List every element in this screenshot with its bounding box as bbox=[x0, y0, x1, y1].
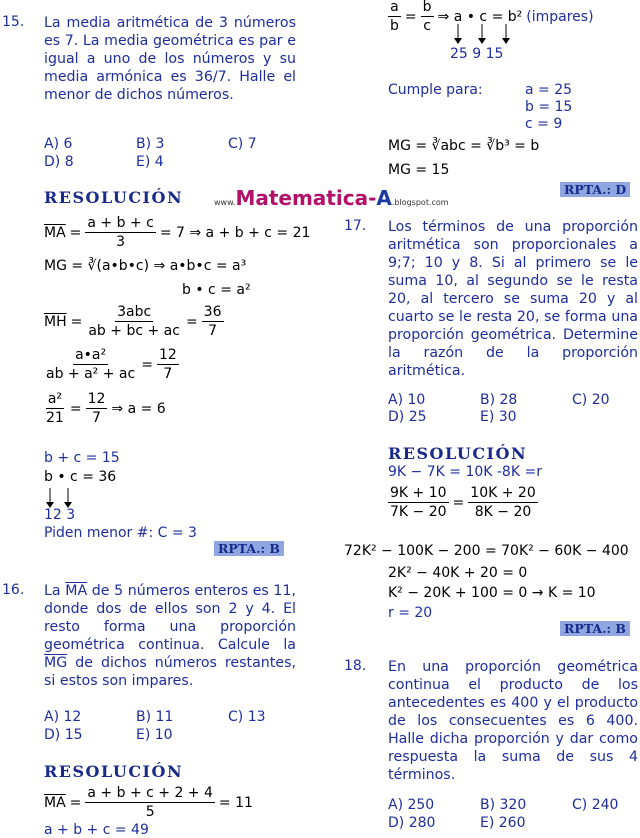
p15-option-d: D) 8 bbox=[44, 154, 74, 170]
problem-15-number: 15. bbox=[2, 14, 25, 30]
p17-option-c: C) 20 bbox=[572, 392, 610, 408]
mh-equals: = bbox=[185, 313, 198, 330]
p17-option-a: A) 10 bbox=[388, 392, 426, 408]
p17-option-b: B) 28 bbox=[480, 392, 518, 408]
ma-denominator: 3 bbox=[116, 234, 126, 250]
problem-17-text: Los términos de una proporción aritmética son proporcionales a 9;7; 10 y 8. Si al primero se le suma 10, al segundo se le resta 20, al tercero se suma 20 y al cuarto se le resta 20, se forma una proporción geométrica. Determine la razón de la proporción aritmética. bbox=[388, 219, 638, 379]
ma-symbol: $\overline{MA}$ bbox=[44, 224, 66, 241]
p17-option-d: D) 25 bbox=[388, 409, 427, 425]
p15-resolucion-title: RESOLUCIÓN bbox=[44, 188, 184, 207]
p15-answer-badge: RPTA.: B bbox=[214, 541, 284, 556]
step2-denominator: ab + a² + ac bbox=[46, 366, 136, 382]
rt-impares: (impares) bbox=[526, 8, 594, 25]
rt-f2-num: b bbox=[422, 0, 432, 15]
ma-numerator: a + b + c bbox=[87, 215, 154, 231]
p18-option-a: A) 250 bbox=[388, 797, 435, 813]
mh-numerator: 3abc bbox=[117, 304, 152, 320]
p15-piden: Piden menor #: C = 3 bbox=[44, 525, 197, 541]
mh-right-numerator: 36 bbox=[203, 304, 222, 320]
p15-mg-equation: MG = ∛(a•b•c) ⇒ a•b•c = a³ bbox=[44, 258, 247, 274]
p17-equation-1: 72K² − 100K − 200 = 70K² − 60K − 400 bbox=[344, 543, 629, 559]
p16-resolucion-title: RESOLUCIÓN bbox=[44, 762, 184, 781]
site-logo bbox=[214, 186, 449, 210]
p16-option-b: B) 11 bbox=[136, 709, 174, 725]
rt-b-value: b = 15 bbox=[525, 99, 573, 115]
logo-letter: A bbox=[376, 186, 392, 210]
mh-denominator: ab + bc + ac bbox=[88, 323, 180, 339]
rt-c-value: c = 9 bbox=[525, 116, 563, 132]
problem-18-text: En una proporción geométrica continua el producto de los antecedentes es 400 y el producto de los consecuentes es 6 400. Halle dicha proporción y dar como respuesta la suma de sus 4 términos. bbox=[388, 659, 638, 783]
p16-continued-proportion: $\frac{a}{b}$ = $\frac{b}{c}$ ⇒ a • c = b² (impares) bbox=[390, 0, 594, 34]
rt-mg-equation: MG = ∛abc = ∛b³ = b bbox=[388, 138, 540, 154]
ma-result: = 7 ⇒ a + b + c = 21 bbox=[159, 224, 311, 241]
p15-option-a: A) 6 bbox=[44, 136, 73, 152]
p17-answer-badge: RPTA.: B bbox=[560, 621, 630, 636]
logo-suffix: .blogspot.com bbox=[391, 198, 449, 207]
p15-option-e: E) 4 bbox=[136, 154, 164, 170]
p16-option-c: C) 13 bbox=[228, 709, 266, 725]
p17-f2-den: 8K − 20 bbox=[474, 504, 532, 520]
step3-right-denominator: 7 bbox=[92, 410, 101, 426]
p16-option-d: D) 15 bbox=[44, 727, 83, 743]
step3-denominator: 21 bbox=[46, 410, 64, 426]
p18-option-d: D) 280 bbox=[388, 815, 436, 831]
p17-f1-den: 7K − 20 bbox=[390, 504, 447, 520]
p15-values: 12 3 bbox=[44, 507, 76, 523]
p17-f2-num: 10K + 20 bbox=[470, 485, 536, 501]
mh-right-denominator: 7 bbox=[208, 323, 218, 339]
problem-16-text bbox=[44, 582, 296, 690]
p15-mh-equation: $\overline{MH}$ = $\frac{\text{3abc}}{ab + bc + ac}$ = $\frac{36}{7}$ bbox=[44, 304, 222, 339]
p15-harmonic-step2: $\frac{\text{a•a²}}{\text{ab + a² + ac}}$ = $\frac{12}{7}$ bbox=[46, 347, 177, 382]
p16-sum: a + b + c = 49 bbox=[44, 822, 149, 838]
p15-option-c: C) 7 bbox=[228, 136, 257, 152]
problem-16-number: 16. bbox=[2, 582, 25, 598]
step2-numerator: a•a² bbox=[75, 347, 107, 363]
p16-ma-numerator: a + b + c + 2 + 4 bbox=[87, 785, 213, 801]
p16-option-a: A) 12 bbox=[44, 709, 82, 725]
p15-sum: b + c = 15 bbox=[44, 450, 120, 466]
rt-f1-num: a bbox=[390, 0, 399, 15]
p17-resolucion-title: RESOLUCIÓN bbox=[388, 444, 528, 463]
logo-prefix: www. bbox=[214, 198, 236, 207]
p16-ma-symbol: $\overline{MA}$ bbox=[65, 583, 88, 599]
p16-ma-label: $\overline{MA}$ bbox=[44, 794, 66, 811]
p18-option-c: C) 240 bbox=[572, 797, 619, 813]
p16-text-c: de dichos números restantes, si estos son impares. bbox=[44, 655, 296, 689]
rt-f2-den: c bbox=[423, 18, 431, 34]
p17-equation-4: r = 20 bbox=[388, 605, 433, 621]
step3-result: ⇒ a = 6 bbox=[111, 400, 166, 417]
problem-15-text: La media aritmética de 3 números es 7. La media geométrica es par e igual a uno de los números y su media armónica es 36/7. Halle el menor de dichos números. bbox=[44, 15, 296, 103]
p16-ma-equation: $\overline{MA}$ = $\frac{a + b + c + 2 + 4}{5}$ = 11 bbox=[44, 785, 253, 820]
step2-right-numerator: 12 bbox=[158, 347, 177, 363]
p17-option-e: E) 30 bbox=[480, 409, 517, 425]
p17-proportion: $\frac{9K + 10}{7K - 20}$ = $\frac{10K + 20}{8K - 20}$ bbox=[390, 485, 536, 520]
p15-option-b: B) 3 bbox=[136, 136, 165, 152]
p17-line1: 9K − 7K = 10K -8K =r bbox=[388, 464, 542, 480]
p18-option-b: B) 320 bbox=[480, 797, 527, 813]
p16-text-a: La bbox=[44, 583, 61, 599]
p15-harmonic-step3: $\frac{\text{a²}}{21}$ = $\frac{12}{7}$ ⇒ a = 6 bbox=[46, 391, 166, 426]
p17-f1-num: 9K + 10 bbox=[390, 485, 447, 501]
p17-equation-3: K² − 20K + 100 = 0 → K = 10 bbox=[388, 585, 596, 601]
rt-values: 25 9 15 bbox=[450, 46, 504, 62]
rt-f1-den: b bbox=[390, 18, 399, 34]
step3-right-numerator: 12 bbox=[87, 391, 106, 407]
p16-option-e: E) 10 bbox=[136, 727, 173, 743]
rt-rest: ⇒ a • c = b² bbox=[437, 8, 523, 25]
step2-right-denominator: 7 bbox=[163, 366, 173, 382]
rt-mg-result: MG = 15 bbox=[388, 162, 450, 178]
p16-text-b: de 5 números enteros es 11, donde dos de ellos son 2 y 4. El resto forma una proporción geométrica continua. Calcule la bbox=[44, 583, 296, 653]
logo-name: Matematica- bbox=[235, 186, 377, 210]
problem-18-number: 18. bbox=[344, 658, 367, 674]
problem-17-number: 17. bbox=[344, 218, 367, 234]
p15-bc-equation: b • c = a² bbox=[182, 282, 251, 298]
rt-a-value: a = 25 bbox=[525, 82, 573, 98]
p15-ma-equation: $\overline{MA}$ = $\frac{a + b + c}{3}$ = 7 ⇒ a + b + c = 21 bbox=[44, 215, 311, 250]
rt-arrows bbox=[450, 24, 520, 48]
p16-ma-result: = 11 bbox=[218, 794, 253, 811]
p16-mg-symbol: $\overline{MG}$ bbox=[44, 655, 68, 671]
p15-product: b • c = 36 bbox=[44, 469, 117, 485]
p18-option-e: E) 260 bbox=[480, 815, 526, 831]
rt-cumple: Cumple para: bbox=[388, 82, 483, 98]
step3-numerator: a² bbox=[47, 391, 63, 407]
p16-answer-badge: RPTA.: D bbox=[560, 182, 630, 197]
mh-symbol: $\overline{MH}$ bbox=[44, 313, 67, 330]
p17-equation-2: 2K² − 40K + 20 = 0 bbox=[388, 565, 528, 581]
p16-ma-denominator: 5 bbox=[145, 804, 155, 820]
